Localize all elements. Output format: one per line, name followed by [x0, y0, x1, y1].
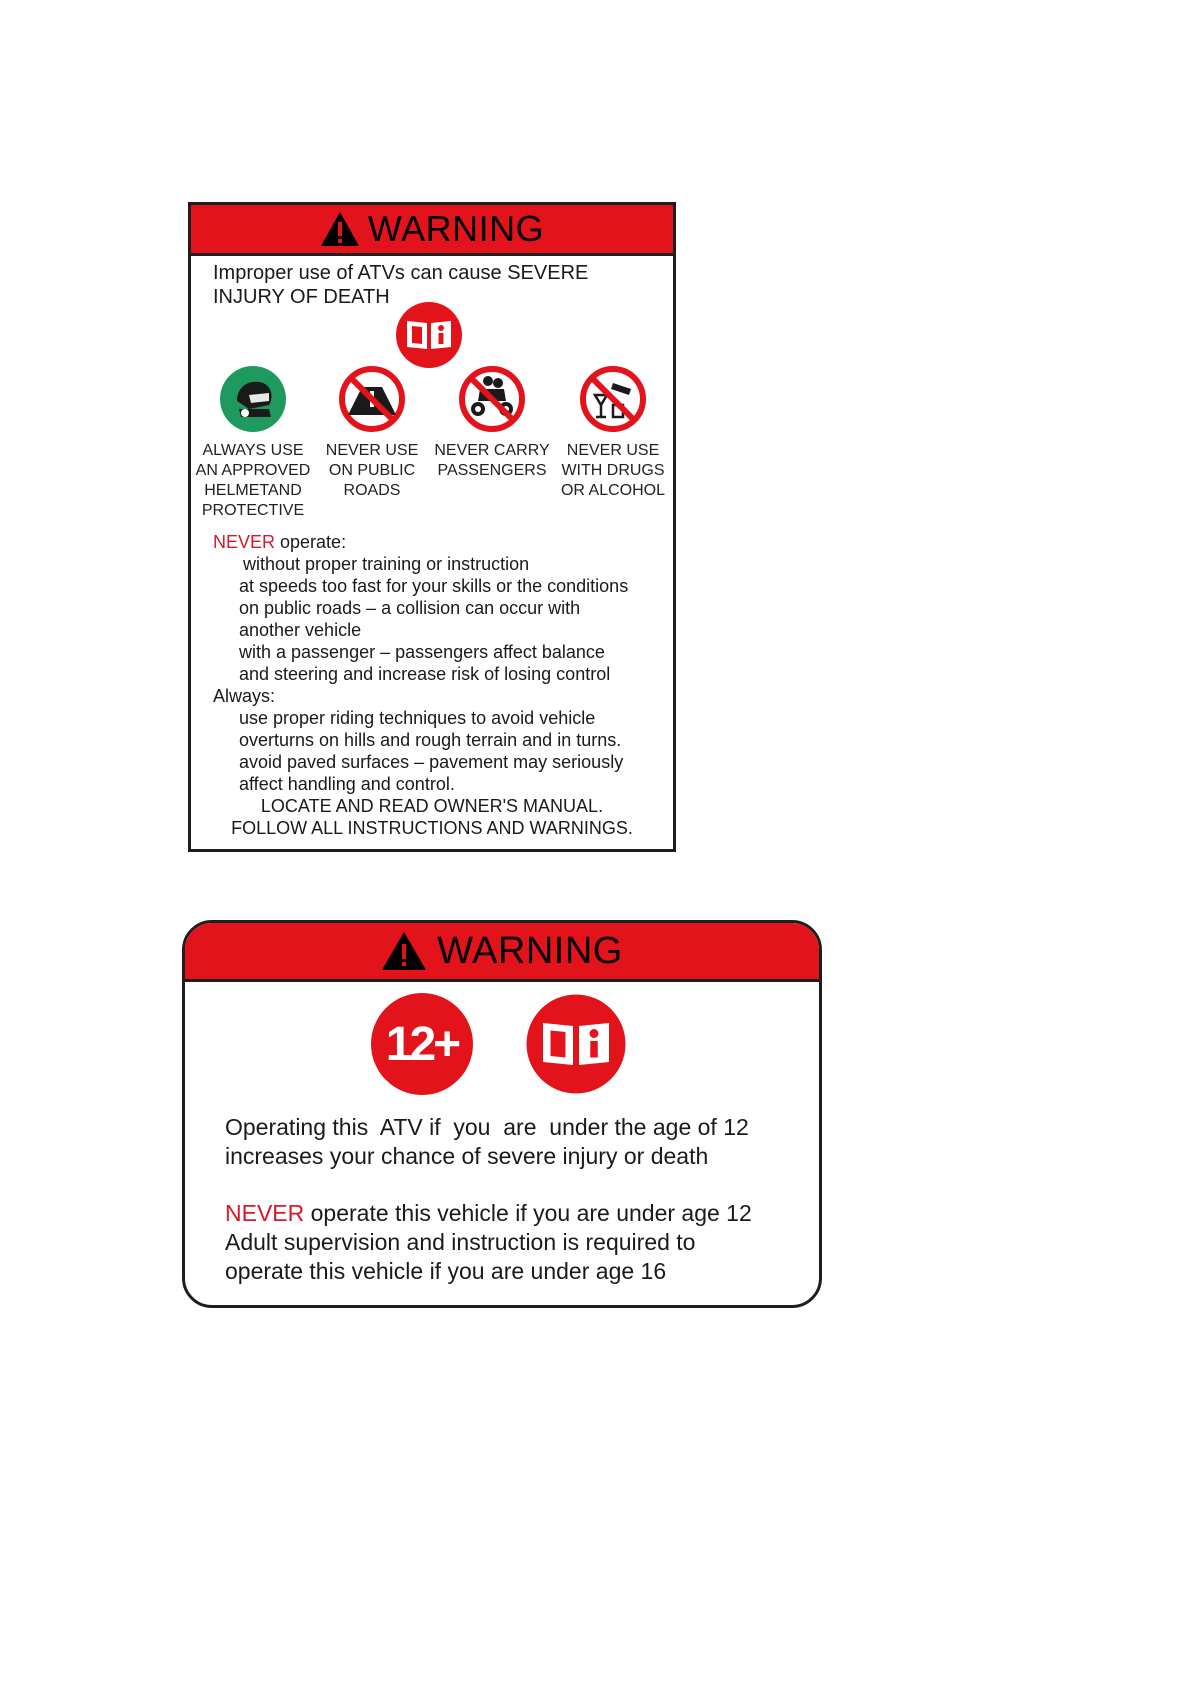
always-heading: Always: — [213, 686, 276, 706]
atv-warning-label-1 — [188, 202, 676, 852]
never-operate-section: NEVER operate: without proper training or instruction at speeds too fast for your skills or the conditions on public roads – a collision can occur with another vehicle with a passenger – passengers affect balance and steering and increase risk of losing control Always: use proper riding techniques to avoid vehicle overturns on hills and rough terrain and in turns. avoid paved surfaces – pavement may seriously affect handling and control. — [213, 531, 663, 795]
age-and-manual-icons — [185, 993, 819, 1103]
warning-title: WARNING — [437, 929, 623, 972]
warning-banner — [185, 923, 819, 982]
helmet-icon — [219, 365, 287, 433]
icon-passengers-cell: NEVER CARRY PASSENGERS — [431, 365, 553, 481]
never-operate-line: NEVER operate this vehicle if you are under age 12 — [225, 1200, 752, 1226]
manual-instructions: LOCATE AND READ OWNER'S MANUAL. FOLLOW ALL INSTRUCTIONS AND WARNINGS. — [231, 796, 633, 838]
never-operate-heading: NEVER operate: — [213, 532, 347, 552]
icon-roads-cell: NEVER USE ON PUBLIC ROADS — [315, 365, 429, 501]
no-drugs-alcohol-icon — [579, 365, 647, 433]
age-risk-paragraph: Operating this ATV if you are under the age of 12 increases your chance of severe injury or death — [225, 1114, 749, 1169]
read-manual-icon — [395, 301, 463, 369]
icon-helmet-cell: ALWAYS USE AN APPROVED HELMETAND PROTECTIVE — [193, 365, 313, 521]
atv-warning-label-2 — [182, 920, 822, 1308]
no-public-roads-icon — [338, 365, 406, 433]
intro-text: Improper use of ATVs can cause SEVERE INJURY OF DEATH — [213, 262, 589, 308]
warning-title: WARNING — [367, 208, 545, 249]
warning-triangle-icon — [381, 931, 427, 971]
age-restriction-paragraph: NEVER operate this vehicle if you are under age 12 Adult supervision and instruction is required to operate this vehicle if you are under age 16 — [225, 1199, 805, 1286]
warning-triangle-icon — [320, 211, 360, 247]
no-passengers-icon — [458, 365, 526, 433]
age-12-plus-icon: 12+ — [371, 993, 473, 1095]
warning-banner — [191, 205, 673, 256]
icon-drugs-cell: NEVER USE WITH DRUGS OR ALCOHOL — [553, 365, 673, 501]
read-manual-icon — [525, 993, 627, 1095]
